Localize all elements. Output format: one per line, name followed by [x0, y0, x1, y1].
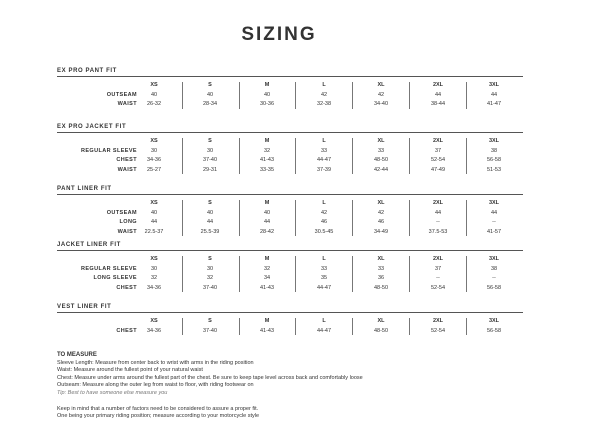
measure-line: Sleeve Length: Measure from center back to wrist with arms in the riding position — [57, 359, 254, 366]
table-cell: 25.5-39 — [200, 228, 220, 235]
size-header-row — [57, 81, 523, 91]
row-label: WAIST — [117, 166, 137, 173]
size-header: S — [208, 318, 212, 324]
table-cell: 25-27 — [146, 166, 162, 173]
column-divider — [295, 318, 296, 335]
row-label: REGULAR SLEEVE — [80, 265, 137, 272]
table-cell: 52-54 — [430, 284, 446, 291]
column-divider — [295, 82, 296, 109]
row-label: WAIST — [117, 101, 137, 107]
table-cell: 37 — [434, 265, 442, 272]
size-header: XL — [377, 256, 385, 262]
table-cell: 30 — [150, 147, 158, 154]
column-divider — [239, 138, 240, 174]
column-divider — [352, 138, 353, 174]
column-divider — [182, 318, 183, 335]
size-table-section — [57, 186, 523, 237]
table-row — [57, 166, 523, 176]
size-header: M — [264, 256, 270, 262]
table-cell: 34-36 — [146, 327, 162, 334]
section-title: VEST LINER FIT — [57, 304, 112, 310]
size-header: M — [264, 200, 270, 206]
column-divider — [295, 138, 296, 174]
size-header: 3XL — [488, 256, 500, 262]
table-row — [57, 91, 523, 101]
table-cell: 30 — [206, 265, 214, 272]
table-cell: 34-36 — [146, 284, 162, 291]
size-header: XL — [377, 138, 385, 144]
table-cell: 44-47 — [316, 327, 332, 334]
size-grid — [57, 199, 523, 237]
table-cell: 40 — [206, 209, 214, 216]
column-divider — [466, 318, 467, 335]
table-cell: 48-50 — [373, 157, 389, 163]
row-label: CHEST — [116, 327, 137, 334]
size-table-section — [57, 304, 523, 336]
size-header: M — [264, 318, 270, 324]
table-cell: 56-58 — [486, 284, 502, 291]
table-cell: -- — [492, 219, 496, 225]
size-header: S — [208, 138, 212, 144]
table-cell: 40 — [263, 91, 271, 98]
table-row — [57, 327, 523, 337]
size-header-row — [57, 255, 523, 265]
section-header — [57, 304, 523, 313]
column-divider — [409, 82, 410, 109]
table-cell: 42 — [377, 91, 385, 98]
size-table-section — [57, 68, 523, 110]
table-cell: -- — [436, 219, 440, 225]
row-label: OUTSEAM — [106, 209, 137, 216]
column-divider — [182, 256, 183, 292]
column-divider — [352, 318, 353, 335]
table-cell: 37-39 — [316, 166, 332, 173]
section-title: EX PRO PANT FIT — [57, 68, 117, 74]
size-header: XS — [150, 200, 158, 206]
table-row — [57, 274, 523, 284]
table-cell: 48-50 — [373, 284, 389, 291]
table-row — [57, 209, 523, 219]
size-header: XS — [150, 256, 158, 262]
size-header-row — [57, 317, 523, 327]
section-divider — [57, 250, 523, 251]
table-cell: 42 — [320, 209, 328, 216]
table-cell: 30 — [206, 147, 214, 154]
table-cell: 56-58 — [486, 157, 502, 163]
table-cell: 48-50 — [373, 327, 389, 334]
page-title: SIZING — [241, 24, 317, 45]
section-title: JACKET LINER FIT — [57, 242, 121, 248]
table-cell: 34 — [263, 275, 271, 281]
table-cell: 38-44 — [430, 101, 446, 107]
table-cell: 29-31 — [202, 166, 218, 173]
size-grid — [57, 317, 523, 336]
table-cell: 41-43 — [259, 284, 275, 291]
column-divider — [182, 138, 183, 174]
column-divider — [239, 82, 240, 109]
size-header: 3XL — [488, 200, 500, 206]
table-cell: 22.5-37 — [144, 228, 164, 235]
size-header: S — [208, 200, 212, 206]
table-cell: 42 — [377, 209, 385, 216]
table-cell: 35 — [320, 275, 328, 281]
table-cell: 40 — [150, 209, 158, 216]
row-label: CHEST — [116, 157, 137, 163]
size-header: 2XL — [432, 256, 444, 262]
table-cell: 34-49 — [373, 228, 389, 235]
column-divider — [239, 256, 240, 292]
table-cell: 37-40 — [202, 284, 218, 291]
measure-line: Outseam: Measure along the outer leg from waist to floor, with riding footwear on — [57, 382, 254, 389]
table-cell: 44 — [490, 209, 498, 216]
row-label: WAIST — [117, 228, 137, 235]
size-header: L — [322, 82, 326, 88]
section-header — [57, 186, 523, 195]
table-cell: 44 — [206, 219, 214, 225]
table-cell: 44 — [434, 91, 442, 98]
size-header: 2XL — [432, 318, 444, 324]
measure-line: Chest: Measure under arms around the fullest part of the chest. Be sure to keep tape level across back and comfortably loose — [57, 374, 363, 381]
table-cell: -- — [492, 275, 496, 281]
size-table-section — [57, 124, 523, 175]
size-header-row — [57, 199, 523, 209]
size-header: XL — [377, 82, 385, 88]
table-cell: 33 — [320, 265, 328, 272]
table-cell: 47-49 — [430, 166, 446, 173]
section-header — [57, 68, 523, 77]
table-cell: 32 — [150, 275, 158, 281]
fit-note: One being your primary riding position; measure according to your motorcycle style — [57, 413, 260, 420]
section-divider — [57, 76, 523, 77]
table-row — [57, 147, 523, 157]
table-cell: 34-40 — [373, 101, 389, 107]
table-cell: 44-47 — [316, 284, 332, 291]
table-row — [57, 100, 523, 110]
table-cell: 38 — [490, 265, 498, 272]
table-row — [57, 156, 523, 166]
table-cell: 26-32 — [146, 101, 162, 107]
size-header: M — [264, 82, 270, 88]
size-header: XS — [150, 318, 158, 324]
table-cell: 36 — [377, 275, 385, 281]
table-cell: 37 — [434, 147, 442, 154]
table-cell: 28-34 — [202, 101, 218, 107]
size-grid — [57, 137, 523, 175]
table-cell: 33 — [377, 265, 385, 272]
section-header — [57, 124, 523, 133]
size-header: 3XL — [488, 318, 500, 324]
section-divider — [57, 132, 523, 133]
table-cell: 40 — [263, 209, 271, 216]
table-cell: 40 — [150, 91, 158, 98]
section-divider — [57, 194, 523, 195]
table-cell: 34-36 — [146, 157, 162, 163]
size-header: S — [208, 82, 212, 88]
row-label: OUTSEAM — [106, 91, 137, 98]
table-row — [57, 218, 523, 228]
table-cell: 42-44 — [373, 166, 389, 173]
column-divider — [352, 200, 353, 236]
row-label: LONG — [119, 219, 137, 225]
table-cell: 30 — [150, 265, 158, 272]
section-divider — [57, 312, 523, 313]
size-header: 2XL — [432, 200, 444, 206]
row-label: REGULAR SLEEVE — [80, 147, 137, 154]
measure-line: Waist: Measure around the fullest point of your natural waist — [57, 367, 203, 374]
measure-title: TO MEASURE — [57, 352, 97, 358]
table-cell: 41-43 — [259, 327, 275, 334]
table-row — [57, 265, 523, 275]
column-divider — [352, 256, 353, 292]
column-divider — [182, 200, 183, 236]
size-header: L — [322, 256, 326, 262]
table-cell: -- — [436, 275, 440, 281]
table-cell: 52-54 — [430, 157, 446, 163]
size-table-section — [57, 242, 523, 293]
fit-note: Keep in mind that a number of factors need to be considered to assure a proper fit. — [57, 405, 259, 412]
size-header: 3XL — [488, 82, 500, 88]
table-cell: 41-47 — [486, 101, 502, 107]
measure-tip: Tip: Best to have someone else measure you — [57, 389, 168, 396]
measure-instructions — [57, 352, 557, 421]
column-divider — [466, 138, 467, 174]
table-cell: 32-38 — [316, 101, 332, 107]
table-cell: 37.5-53 — [428, 228, 448, 235]
table-cell: 44 — [434, 209, 442, 216]
table-row — [57, 228, 523, 238]
size-header: 2XL — [432, 82, 444, 88]
table-cell: 40 — [206, 91, 214, 98]
table-cell: 28-42 — [259, 228, 275, 235]
size-header-row — [57, 137, 523, 147]
size-header: XS — [150, 138, 158, 144]
size-grid — [57, 255, 523, 293]
column-divider — [182, 82, 183, 109]
table-cell: 33 — [377, 147, 385, 154]
section-title: PANT LINER FIT — [57, 186, 112, 192]
table-cell: 37-40 — [202, 327, 218, 334]
table-cell: 32 — [263, 147, 271, 154]
table-cell: 44 — [490, 91, 498, 98]
table-cell: 42 — [320, 91, 328, 98]
column-divider — [239, 318, 240, 335]
table-cell: 32 — [263, 265, 271, 272]
table-cell: 44 — [263, 219, 271, 225]
size-header: 3XL — [488, 138, 500, 144]
column-divider — [466, 200, 467, 236]
column-divider — [295, 200, 296, 236]
table-cell: 30.5-45 — [314, 228, 334, 235]
section-title: EX PRO JACKET FIT — [57, 124, 127, 130]
table-cell: 33-35 — [259, 166, 275, 173]
table-cell: 44 — [150, 219, 158, 225]
table-cell: 32 — [206, 275, 214, 281]
table-cell: 46 — [377, 219, 385, 225]
column-divider — [295, 256, 296, 292]
column-divider — [466, 82, 467, 109]
column-divider — [409, 138, 410, 174]
size-header: L — [322, 200, 326, 206]
size-header: L — [322, 138, 326, 144]
section-header — [57, 242, 523, 251]
size-header: 2XL — [432, 138, 444, 144]
column-divider — [239, 200, 240, 236]
table-cell: 44-47 — [316, 157, 332, 163]
table-cell: 51-53 — [486, 166, 502, 173]
size-header: XL — [377, 318, 385, 324]
table-cell: 46 — [320, 219, 328, 225]
column-divider — [466, 256, 467, 292]
column-divider — [409, 200, 410, 236]
table-cell: 38 — [490, 147, 498, 154]
table-cell: 37-40 — [202, 157, 218, 163]
table-row — [57, 284, 523, 294]
table-cell: 56-58 — [486, 327, 502, 334]
row-label: LONG SLEEVE — [93, 275, 137, 281]
table-cell: 41-57 — [486, 228, 502, 235]
size-header: L — [322, 318, 326, 324]
size-grid — [57, 81, 523, 110]
size-header: S — [208, 256, 212, 262]
size-header: XL — [377, 200, 385, 206]
size-header: XS — [150, 82, 158, 88]
table-cell: 41-43 — [259, 157, 275, 163]
table-cell: 33 — [320, 147, 328, 154]
column-divider — [352, 82, 353, 109]
column-divider — [409, 318, 410, 335]
row-label: CHEST — [116, 284, 137, 291]
size-header: M — [264, 138, 270, 144]
table-cell: 30-36 — [259, 101, 275, 107]
column-divider — [409, 256, 410, 292]
table-cell: 52-54 — [430, 327, 446, 334]
